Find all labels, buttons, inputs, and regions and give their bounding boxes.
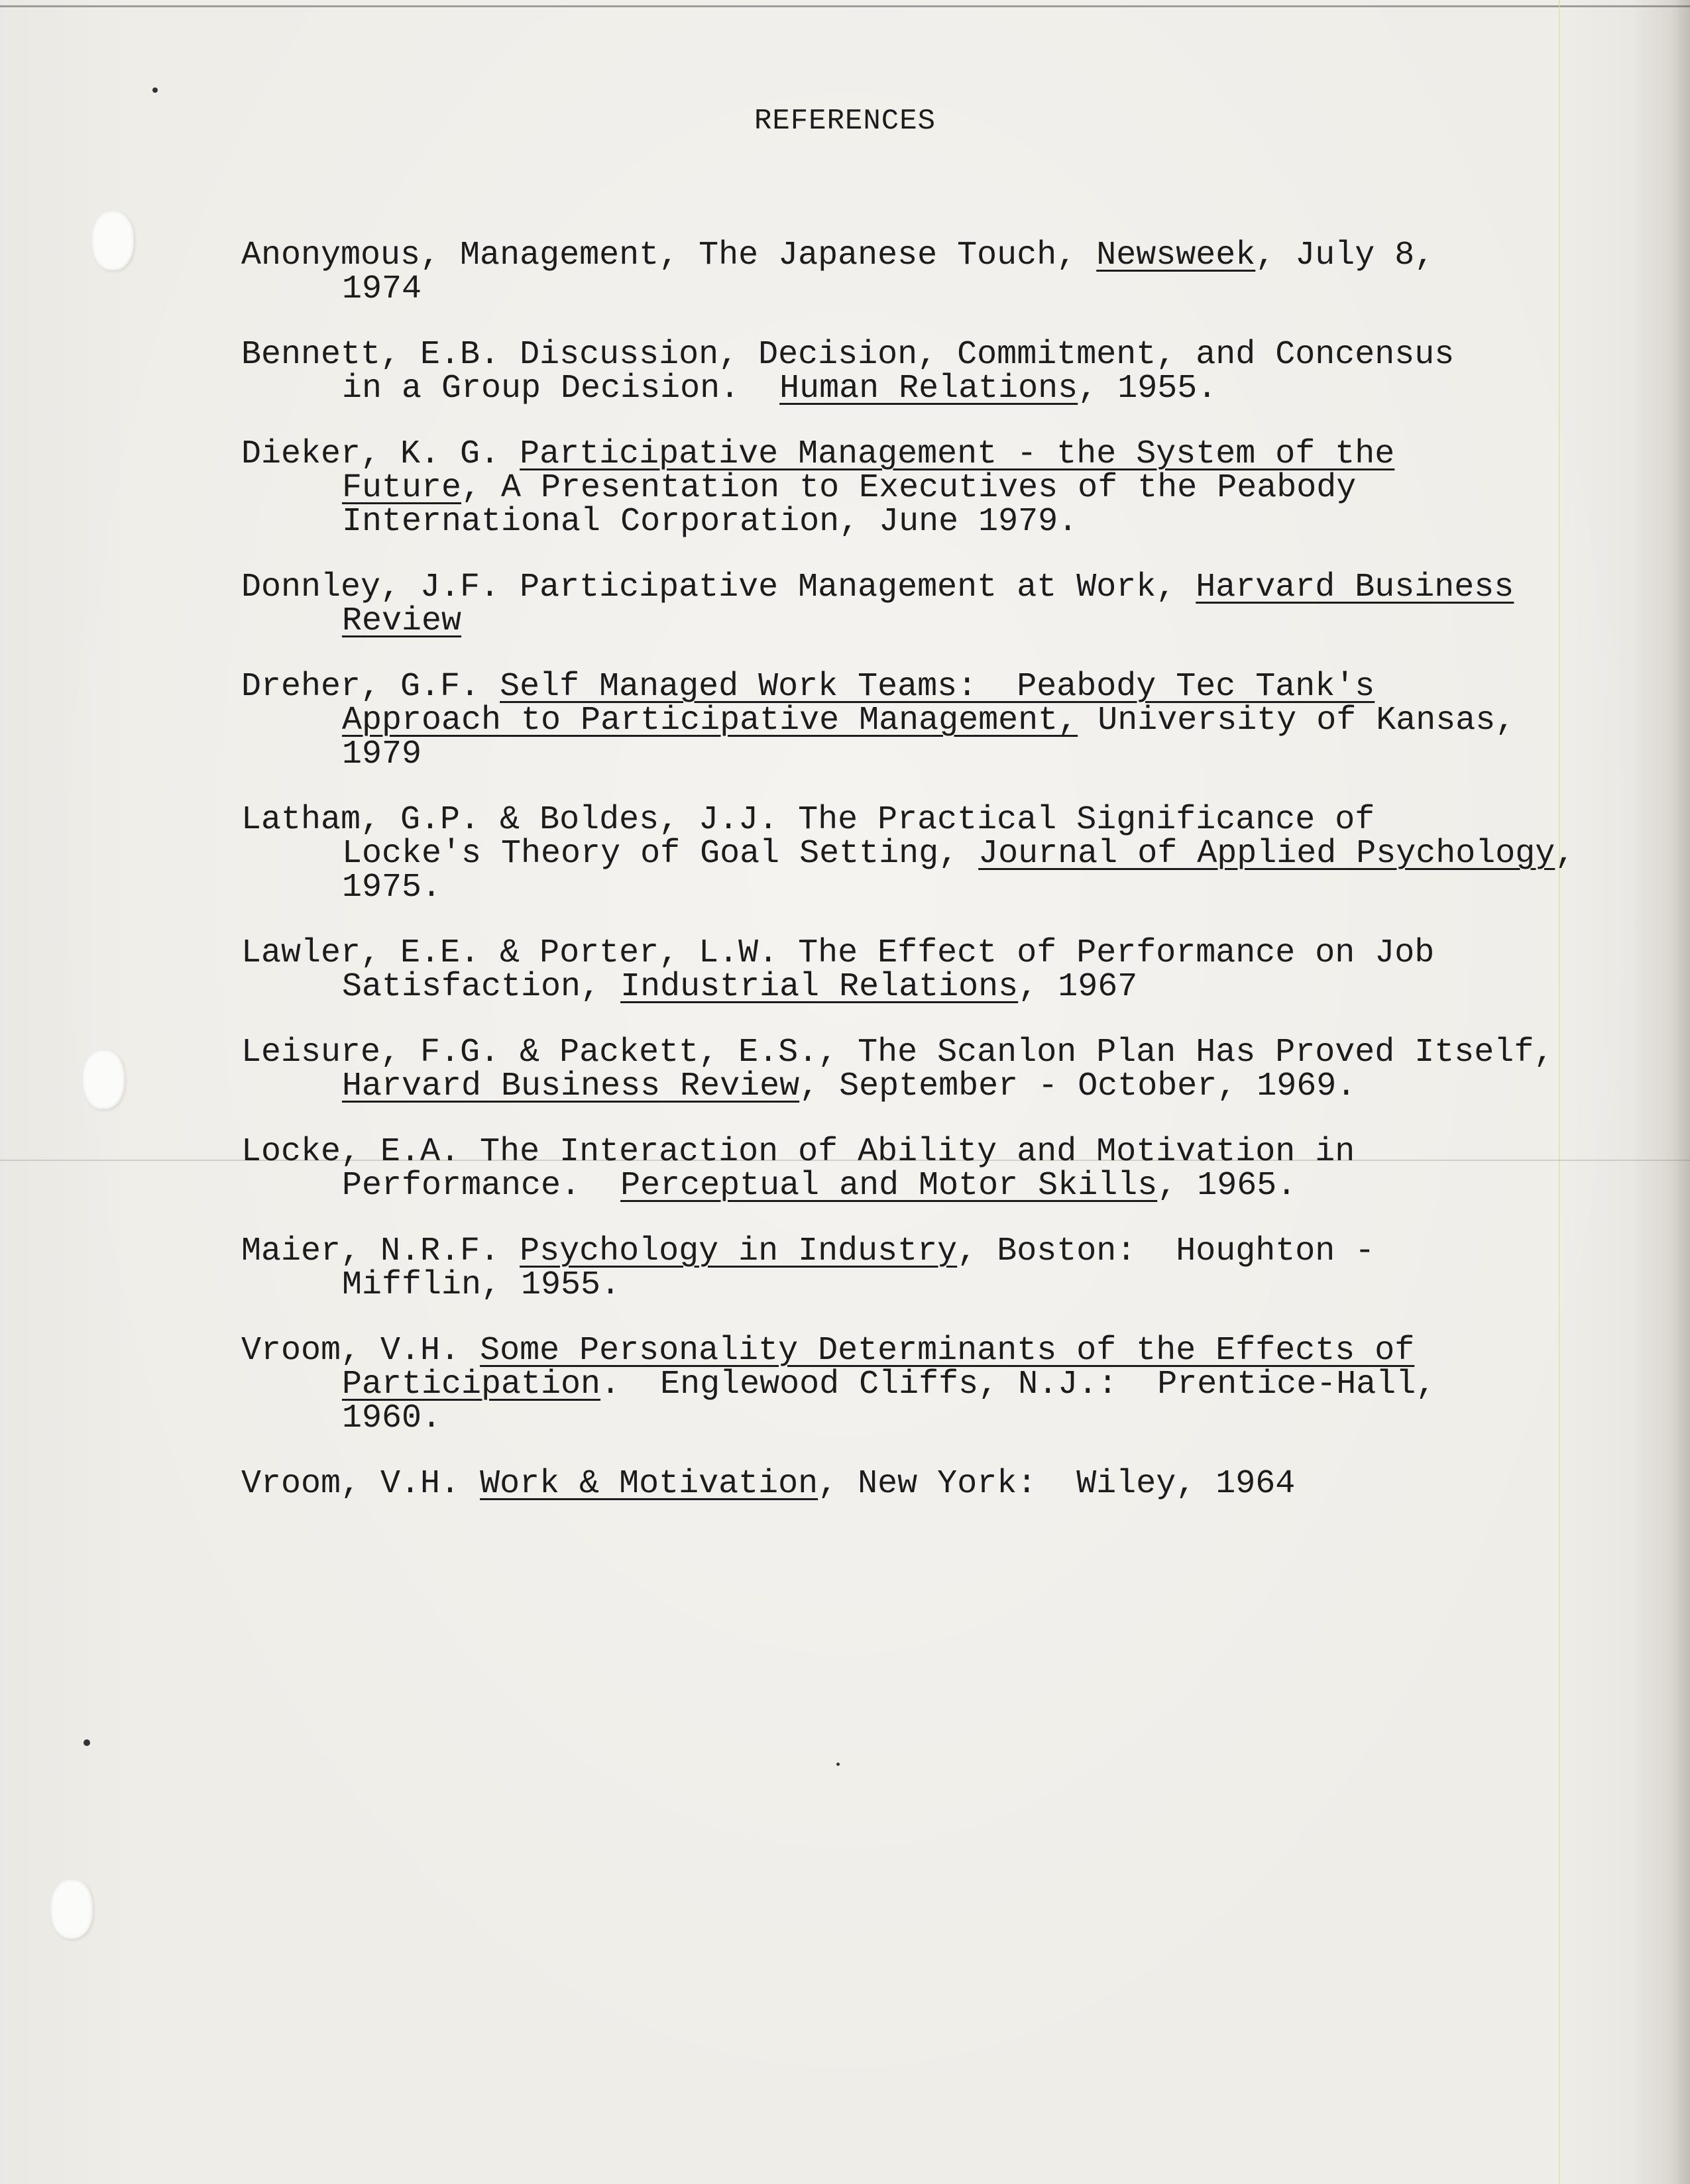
reference-entry: Dieker, K. G. Participative Management - the System of the Future, A Presentation to Executives of the Peabody International Corporation, June 1979. bbox=[241, 435, 1395, 541]
punch-hole-middle bbox=[82, 1050, 125, 1109]
reference-entry: Lawler, E.E. & Porter, L.W. The Effect of Performance on Job Satisfaction, Industrial Relations, 1967 bbox=[241, 934, 1435, 1006]
reference-entry: Anonymous, Management, The Japanese Touch, Newsweek, July 8, 1974 bbox=[241, 237, 1435, 308]
reference-entry: Locke, E.A. The Interaction of Ability and Motivation in Performance. Perceptual and Motor Skills, 1965. bbox=[241, 1133, 1355, 1205]
paper-speck bbox=[836, 1763, 840, 1766]
reference-entry: Leisure, F.G. & Packett, E.S., The Scanlon Plan Has Proved Itself, Harvard Business Review, September - October, 1969. bbox=[241, 1034, 1554, 1105]
reference-list bbox=[241, 239, 1606, 1533]
paper-speck bbox=[84, 1739, 90, 1746]
paper-edge-shadow bbox=[1630, 0, 1690, 2184]
top-edge-line bbox=[0, 5, 1690, 7]
punch-hole-bottom bbox=[50, 1879, 93, 1939]
page-title: REFERENCES bbox=[754, 105, 936, 138]
reference-entry: Vroom, V.H. Some Personality Determinants of the Effects of Participation. Englewood Cliffs, N.J.: Prentice-Hall, 1960. bbox=[241, 1332, 1436, 1437]
reference-entry: Vroom, V.H. Work & Motivation, New York: Wiley, 1964 bbox=[241, 1465, 1296, 1503]
reference-entry: Maier, N.R.F. Psychology in Industry, Boston: Houghton - Mifflin, 1955. bbox=[241, 1232, 1375, 1304]
reference-entry: Donnley, J.F. Participative Management at Work, Harvard Business Review bbox=[241, 569, 1514, 640]
punch-hole-top bbox=[91, 211, 134, 270]
reference-entry: Dreher, G.F. Self Managed Work Teams: Peabody Tec Tank's Approach to Participative Management, University of Kansas, 1979 bbox=[241, 668, 1516, 773]
reference-entry: Bennett, E.B. Discussion, Decision, Commitment, and Concensus in a Group Decision. Human Relations, 1955. bbox=[241, 336, 1455, 408]
paper-speck bbox=[152, 87, 158, 93]
reference-entry: Latham, G.P. & Boldes, J.J. The Practical Significance of Locke's Theory of Goal Setting, Journal of Applied Psychology, 1975. bbox=[241, 801, 1575, 906]
